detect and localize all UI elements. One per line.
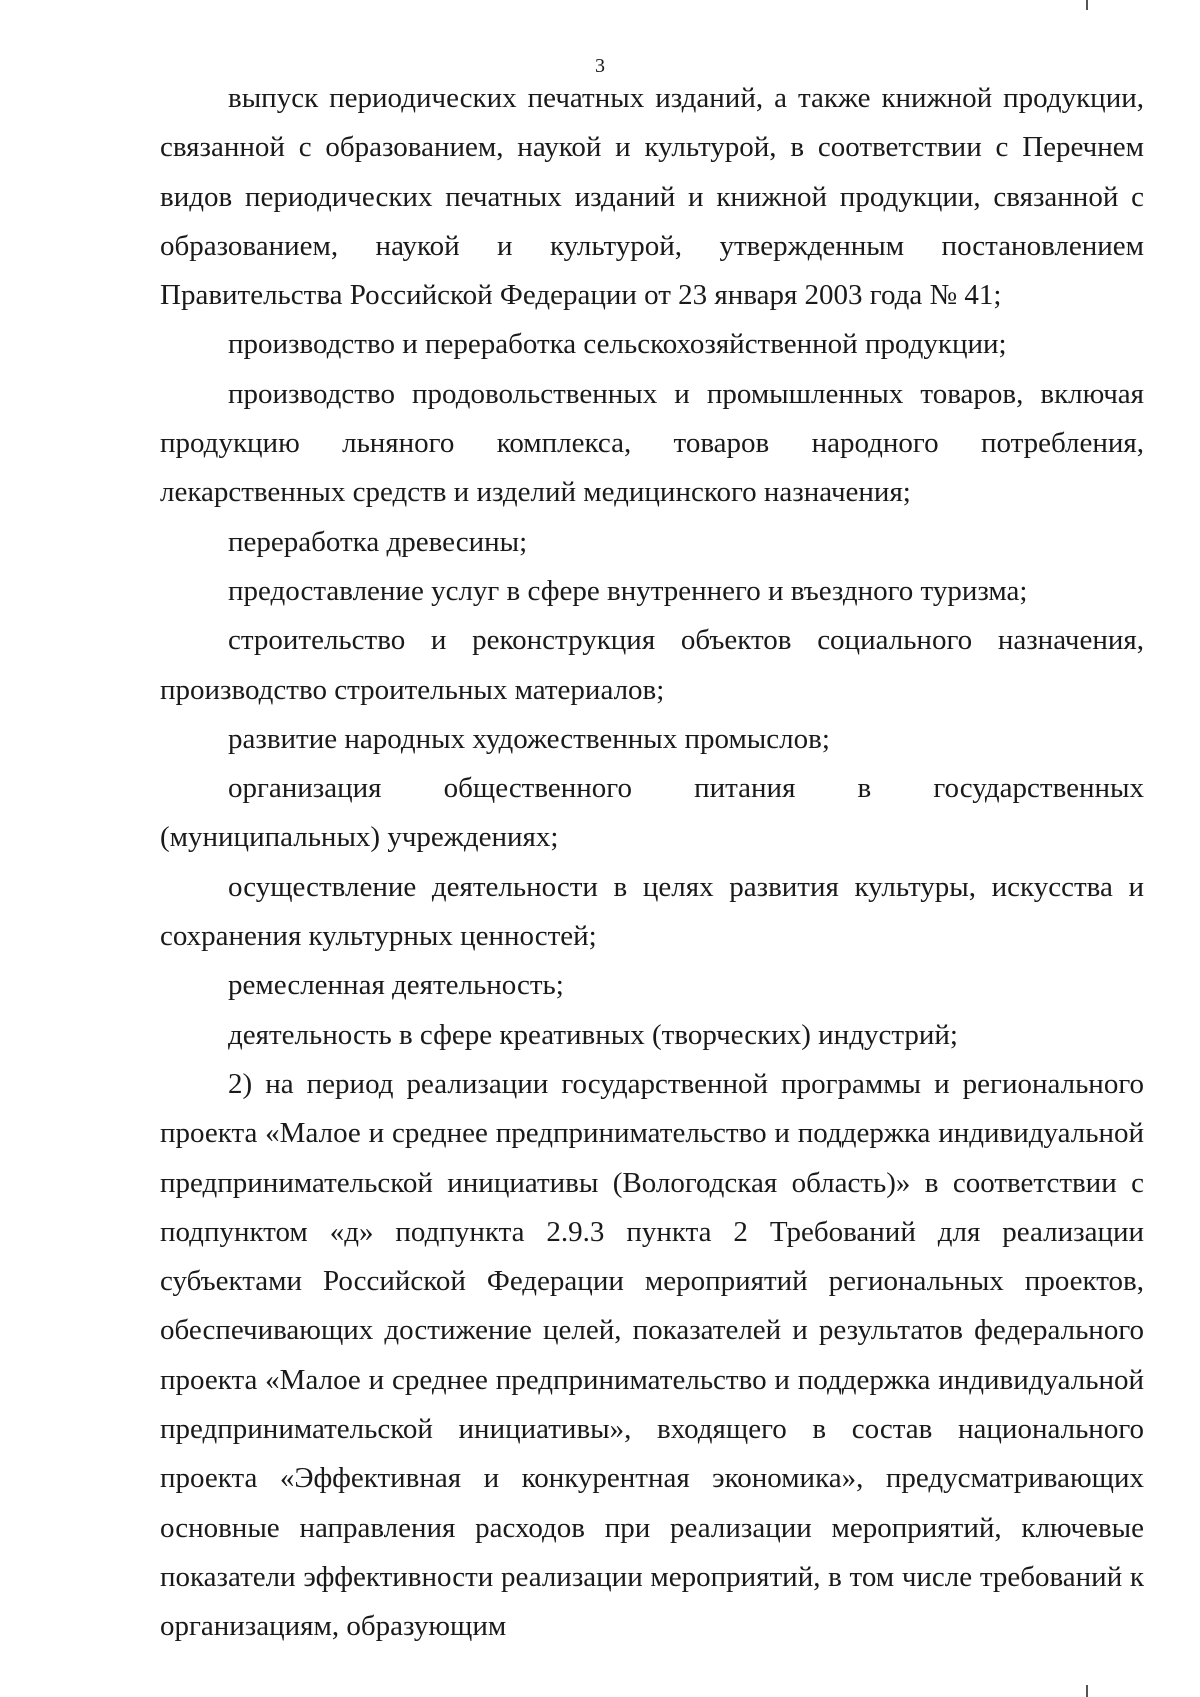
page-number: 3 — [595, 55, 605, 77]
paragraph-folk-crafts: развитие народных художественных промыслов; — [228, 722, 830, 755]
scan-edge-mark — [1086, 0, 1088, 10]
paragraph-catering: организация общественного питания в государственных (муниципальных) учреждениях; — [160, 772, 1144, 854]
paragraph-periodicals: выпуск периодических печатных изданий, а также книжной продукции, связанной с образованием, наукой и культурой, в соответствии с Перечнем видов периодических печатных изданий и книжной продукции, связанной с образованием, наукой и культурой, утвержденным постановлением Правительства Российской Федерации от 23 января 2003 года № 41; — [160, 82, 1144, 312]
paragraph-creative-industries: деятельность в сфере креативных (творческих) индустрий; — [228, 1018, 958, 1051]
paragraph-agriculture: производство и переработка сельскохозяйственной продукции; — [228, 328, 1007, 361]
document-body — [160, 74, 1144, 1652]
paragraph-handicraft: ремесленная деятельность; — [228, 969, 564, 1002]
paragraph-food-industry: производство продовольственных и промышленных товаров, включая продукцию льняного комплекса, товаров народного потребления, лекарственных средств и изделий медицинского назначения; — [160, 377, 1144, 509]
paragraph-wood-processing: переработка древесины; — [228, 525, 528, 558]
paragraph-culture: осуществление деятельности в целях развития культуры, искусства и сохранения культурных ценностей; — [160, 870, 1144, 953]
paragraph-construction: строительство и реконструкция объектов социального назначения, производство строительных материалов; — [160, 624, 1144, 706]
paragraph-item-2: 2) на период реализации государственной программы и регионального проекта «Малое и среднее предпринимательство и поддержка индивидуальной предпринимательской инициативы (Вологодская область)» в соответствии с подпунктом «д» подпункта 2.9.3 пункта 2 Требований для реализации субъектами Российской Федерации мероприятий региональных проектов, обеспечивающих достижение целей, показателей и результатов федерального проекта «Малое и среднее предпринимательство и поддержка индивидуальной предпринимательской инициативы», входящего в состав национального проекта «Эффективная и конкурентная экономика», предусматривающих основные направления расходов при реализации мероприятий, ключевые показатели эффективности реализации мероприятий, в том числе требований к организациям, образующим — [160, 1067, 1144, 1643]
paragraph-tourism: предоставление услуг в сфере внутреннего и въездного туризма; — [228, 574, 1028, 607]
scan-edge-mark — [1086, 1685, 1088, 1697]
